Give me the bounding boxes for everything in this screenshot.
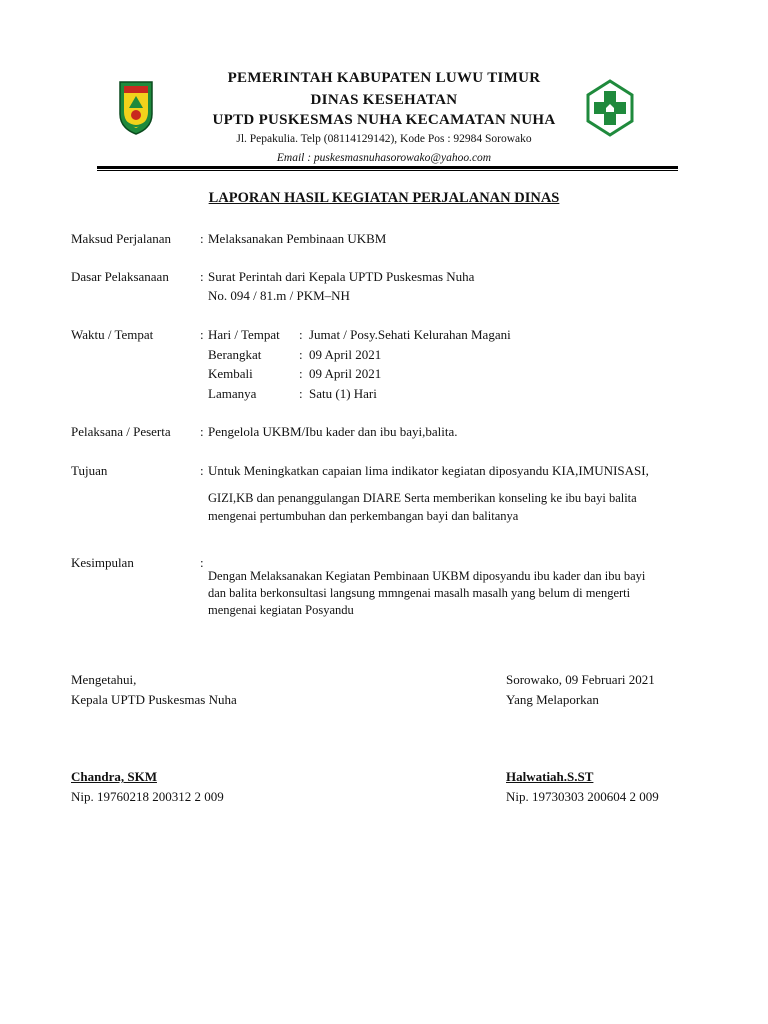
dasar-label: Dasar Pelaksanaan: [71, 269, 169, 284]
letterhead-rule-thick: [97, 166, 678, 169]
waktu-colon-kembali: :: [299, 366, 303, 381]
report-title: LAPORAN HASIL KEGIATAN PERJALANAN DINAS: [208, 190, 560, 206]
maksud-value: Melaksanakan Pembinaan UKBM: [208, 231, 387, 246]
waktu-key-berangkat: Berangkat: [208, 347, 262, 362]
waktu-value-berangkat: 09 April 2021: [309, 347, 382, 362]
waktu-colon-berangkat: :: [299, 347, 303, 362]
pelaksana-label: Pelaksana / Peserta: [71, 424, 171, 439]
header-government: PEMERINTAH KABUPATEN LUWU TIMUR: [227, 70, 541, 86]
header-department: DINAS KESEHATAN: [310, 92, 458, 108]
signature-right-line1: Sorowako, 09 Februari 2021: [506, 672, 655, 687]
signature-left-line1: Mengetahui,: [71, 672, 137, 687]
signature-left-nip: Nip. 19760218 200312 2 009: [71, 789, 224, 804]
kesimpulan-value-3: mengenai kegiatan Posyandu: [208, 603, 354, 617]
maksud-colon: :: [200, 231, 204, 246]
signature-left-name: Chandra, SKM: [71, 769, 157, 784]
kesimpulan-value-2: dan balita berkonsultasi langsung mmngenai masalh masalh yang belum di mengerti: [208, 586, 631, 600]
waktu-colon: :: [200, 327, 204, 342]
pelaksana-value: Pengelola UKBM/Ibu kader dan ibu bayi,balita.: [208, 424, 458, 439]
tujuan-colon: :: [200, 463, 204, 478]
maksud-label: Maksud Perjalanan: [71, 231, 172, 246]
signature-left-line2: Kepala UPTD Puskesmas Nuha: [71, 692, 237, 707]
header-email: Email : puskesmasnuhasorowako@yahoo.com: [276, 152, 492, 164]
waktu-key-hari: Hari / Tempat: [208, 327, 280, 342]
dasar-value-1: Surat Perintah dari Kepala UPTD Puskesmas Nuha: [208, 269, 475, 284]
kesimpulan-label: Kesimpulan: [71, 555, 134, 570]
waktu-label: Waktu / Tempat: [71, 327, 154, 342]
waktu-colon-lamanya: :: [299, 386, 303, 401]
kesimpulan-colon: :: [200, 555, 204, 570]
dasar-colon: :: [200, 269, 204, 284]
signature-right-line2: Yang Melaporkan: [506, 692, 599, 707]
waktu-value-lamanya: Satu (1) Hari: [309, 386, 377, 401]
waktu-key-kembali: Kembali: [208, 366, 253, 381]
waktu-value-hari: Jumat / Posy.Sehati Kelurahan Magani: [309, 327, 511, 342]
tujuan-label: Tujuan: [71, 463, 108, 478]
signature-right-name: Halwatiah.S.ST: [506, 769, 594, 784]
tujuan-value-1: Untuk Meningkatkan capaian lima indikator kegiatan diposyandu KIA,IMUNISASI,: [208, 463, 649, 478]
signature-right-nip: Nip. 19730303 200604 2 009: [506, 789, 659, 804]
letterhead-rule-thin: [97, 170, 678, 171]
tujuan-value-2: GIZI,KB dan penanggulangan DIARE Serta memberikan konseling ke ibu bayi balita: [208, 491, 637, 505]
tujuan-value-3: mengenai pertumbuhan dan perkembangan bayi dan balitanya: [208, 509, 519, 523]
header-address: Jl. Pepakulia. Telp (08114129142), Kode Pos : 92984 Sorowako: [236, 133, 532, 145]
dasar-value-2: No. 094 / 81.m / PKM–NH: [208, 288, 350, 303]
waktu-key-lamanya: Lamanya: [208, 386, 257, 401]
waktu-value-kembali: 09 April 2021: [309, 366, 382, 381]
waktu-colon-hari: :: [299, 327, 303, 342]
pelaksana-colon: :: [200, 424, 204, 439]
kesimpulan-value-1: Dengan Melaksanakan Kegiatan Pembinaan UKBM diposyandu ibu kader dan ibu bayi: [208, 569, 646, 583]
header-institution: UPTD PUSKESMAS NUHA KECAMATAN NUHA: [212, 112, 556, 128]
